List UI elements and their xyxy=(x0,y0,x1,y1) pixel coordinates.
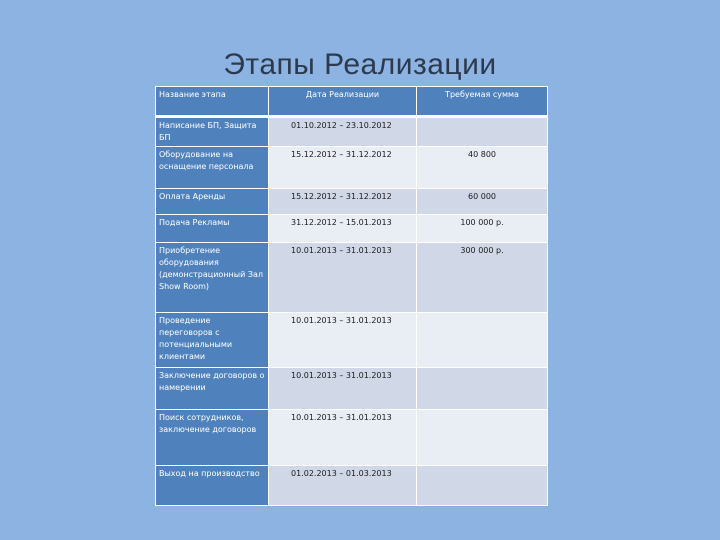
table-row xyxy=(156,147,548,189)
table-row xyxy=(156,313,548,368)
stage-date-cell: 10.01.2013 – 31.01.2013 xyxy=(269,243,417,313)
stage-name-cell: Приобретение оборудования (демонстрационный Зал Show Room) xyxy=(156,243,269,313)
stage-amount-cell: 60 000 xyxy=(417,189,548,215)
stage-name-cell: Проведение переговоров с потенциальными клиентами xyxy=(156,313,269,368)
table-row xyxy=(156,215,548,243)
stage-date-cell: 15.12.2012 – 31.12.2012 xyxy=(269,147,417,189)
stage-name-cell: Подача Рекламы xyxy=(156,215,269,243)
stage-amount-cell: 40 800 xyxy=(417,147,548,189)
stage-name-cell: Выход на производство xyxy=(156,466,269,506)
table-row xyxy=(156,117,548,147)
stage-amount-cell xyxy=(417,368,548,410)
table-header-row xyxy=(156,87,548,117)
table-row xyxy=(156,243,548,313)
stage-name-cell: Заключение договоров о намерении xyxy=(156,368,269,410)
stage-date-cell: 15.12.2012 – 31.12.2012 xyxy=(269,189,417,215)
stage-date-cell: 01.02.2013 – 01.03.2013 xyxy=(269,466,417,506)
stage-name-cell: Оплата Аренды xyxy=(156,189,269,215)
stage-name-cell: Поиск сотрудников, заключение договоров xyxy=(156,410,269,466)
stage-name-cell: Оборудование на оснащение персонала xyxy=(156,147,269,189)
stages-table xyxy=(155,86,548,506)
stage-amount-cell xyxy=(417,117,548,147)
table-row xyxy=(156,410,548,466)
header-amount: Требуемая сумма xyxy=(417,87,548,117)
stage-date-cell: 10.01.2013 – 31.01.2013 xyxy=(269,368,417,410)
header-date: Дата Реализации xyxy=(269,87,417,117)
stage-amount-cell xyxy=(417,410,548,466)
stage-date-cell: 31.12.2012 – 15.01.2013 xyxy=(269,215,417,243)
stage-date-cell: 01.10.2012 – 23.10.2012 xyxy=(269,117,417,147)
stage-name-cell: Написание БП, Защита БП xyxy=(156,117,269,147)
stage-amount-cell: 100 000 р. xyxy=(417,215,548,243)
table-row xyxy=(156,368,548,410)
stage-date-cell: 10.01.2013 – 31.01.2013 xyxy=(269,410,417,466)
header-stage-name: Название этапа xyxy=(156,87,269,117)
slide-title: Этапы Реализации xyxy=(223,48,497,81)
table-row xyxy=(156,189,548,215)
table-row xyxy=(156,466,548,506)
stage-amount-cell xyxy=(417,313,548,368)
stage-date-cell: 10.01.2013 – 31.01.2013 xyxy=(269,313,417,368)
stage-amount-cell: 300 000 р. xyxy=(417,243,548,313)
stage-amount-cell xyxy=(417,466,548,506)
